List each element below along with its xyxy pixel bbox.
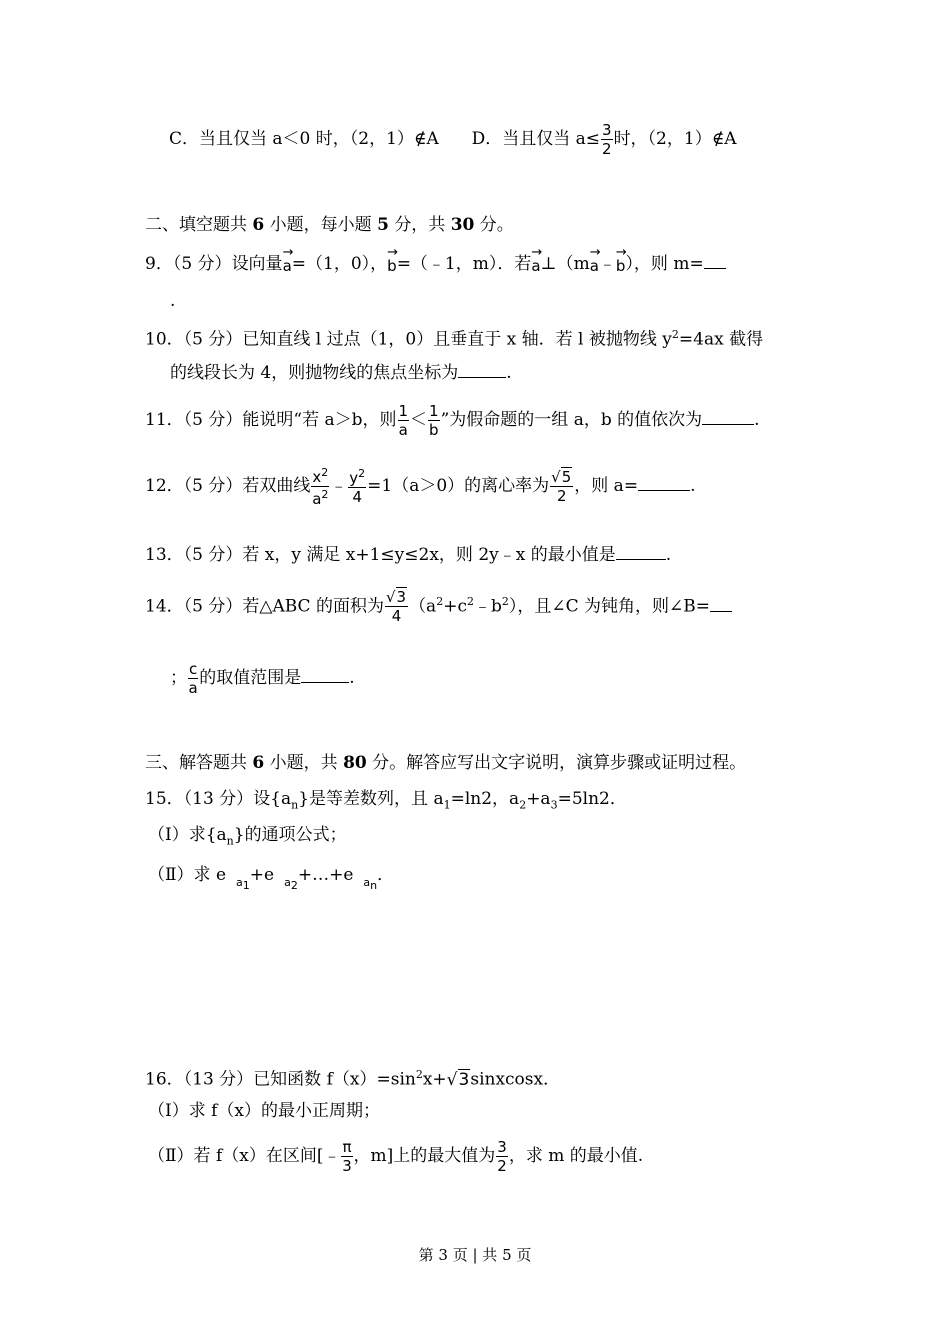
fraction-1-over-b: $\frac{1}{b}$ [429, 401, 439, 439]
q8-options: C．当且仅当 a＜0 时，（2，1）∉A D．当且仅当 a≤ $\frac{3}{2}$ 时，（2，1）∉A [169, 120, 737, 158]
question-14: 14．（5 分）若△ABC 的面积为 $\frac{√3}{4}$ $(a^2+c^2﹣b^2)$，且∠C 为钝角，则∠B= [145, 580, 732, 629]
question-11: 11．（5 分）能说明“若 a＞b，则 $\frac{1}{a}$ ＜ $\frac{1}{b}$ ”为假命题的一组 a，b 的值依次为 . [145, 401, 760, 439]
fraction-pi-over-3: $\frac{\pi}{3}$ [342, 1137, 352, 1175]
q8-d-fraction: $\frac{3}{2}$ [602, 120, 612, 158]
question-16: 16．（13 分）已知函数 $f(x)=\sin^2x+√3sinxcosx$． [145, 1068, 561, 1090]
fraction-x2-over-a2: $\frac{x^2}{a^2}$ [312, 465, 329, 508]
fraction-y2-over-4: $\frac{y^2}{4}$ [349, 467, 366, 506]
answer-blank [458, 377, 506, 378]
question-15: 15．（13 分）设$\{a_n\}$是等差数列，且 $a_1=\ln 2$，$a_2+a_3=5\ln 2$． [145, 789, 627, 812]
q8-option-c: C．当且仅当 a＜0 时，（2，1） [169, 129, 414, 149]
q9-end: . [170, 291, 176, 311]
fraction-1-over-a: $\frac{1}{a}$ [398, 401, 409, 439]
page-footer: 第 3 页 | 共 5 页 [418, 1246, 532, 1264]
answer-blank [638, 490, 690, 491]
question-10: 10．（5 分）已知直线 l 过点（1，0）且垂直于 x 轴．若 l 被抛物线 $y^2=4ax$ 截得 [145, 328, 764, 350]
question-16-part-2: （Ⅱ）若 f（x）在区间[﹣ $\frac{\pi}{3}$ ，m]上的最大值为 $\frac{3}{2}$ ，求 m 的最小值. [148, 1137, 644, 1175]
vector-a: → a [283, 250, 292, 277]
fraction-c-over-a: $\frac{c}{a}$ [188, 659, 198, 697]
answer-blank [710, 611, 732, 612]
question-15-part-2: （Ⅱ）求 e $_{a_1}$+e $_{a_2}$+…+e $_{a_n}$． [148, 865, 395, 893]
question-15-part-1: （Ⅰ）求$\{a_n\}$的通项公式； [148, 825, 347, 848]
vector-b: → b [387, 250, 397, 277]
question-16-part-1: （Ⅰ）求 f（x）的最小正周期； [148, 1101, 380, 1121]
question-9: 9．（5 分）设向量→ a=（1，0），→ b=（﹣1，m）．若→ a⊥（m→ a﹣→ b），则 m= [145, 250, 726, 277]
fraction-3-over-2: $\frac{3}{2}$ [497, 1137, 507, 1175]
q8-option-d: D．当且仅当 a≤ [471, 129, 601, 149]
section-3-heading: 三、解答题共 6 小题，共 80 分。解答应写出文字说明，演算步骤或证明过程。 [145, 753, 747, 773]
fraction-sqrt5-over-2: $\frac{√5}{2}$ [551, 467, 572, 505]
answer-blank [616, 559, 666, 560]
section-2-heading: 二、填空题共 6 小题，每小题 5 分，共 30 分。 [145, 215, 514, 235]
answer-blank [704, 268, 726, 269]
question-10-line2: 的线段长为 4，则抛物线的焦点坐标为 . [170, 363, 512, 383]
answer-blank [702, 424, 754, 425]
question-13: 13．（5 分）若 x，y 满足 x+1≤y≤2x，则 2y﹣x 的最小值是 . [145, 545, 672, 565]
sqrt-3: √3 [446, 1069, 470, 1090]
question-12: 12．（5 分）若双曲线 $\frac{x^2}{a^2}$ ﹣ $\frac{y^2}{4}$ =1（a＞0）的离心率为 $\frac{√5}{2}$ ，则 a= . [145, 465, 696, 508]
fraction-sqrt3-over-4: $\frac{√3}{4}$ [385, 588, 407, 626]
answer-blank [301, 682, 349, 683]
question-14-line2: ； $\frac{c}{a}$ 的取值范围是 . [170, 659, 355, 697]
